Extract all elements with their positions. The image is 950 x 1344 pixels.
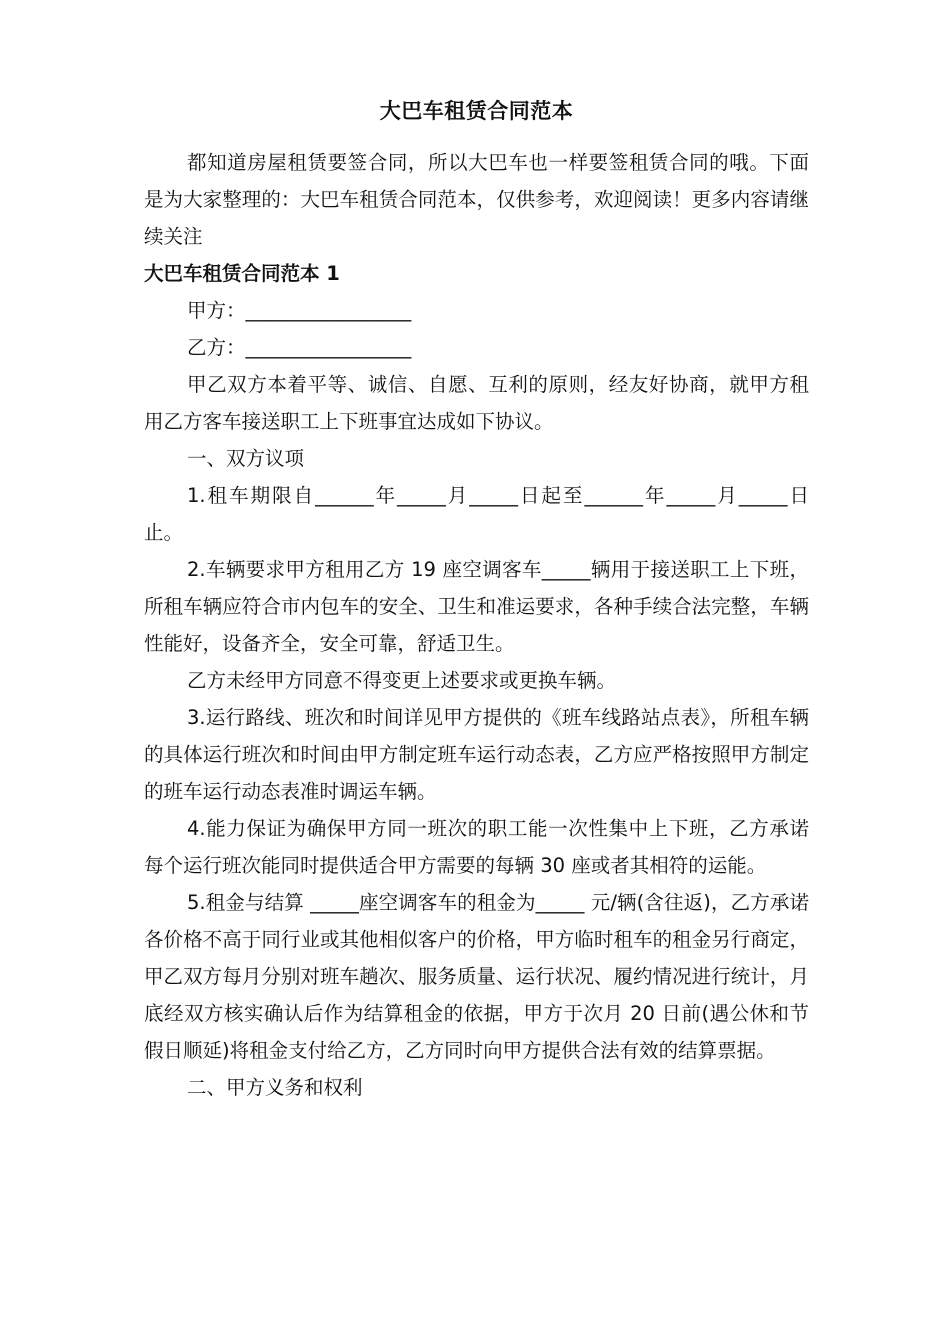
clause-item-4: 4.能力保证为确保甲方同一班次的职工能一次性集中上下班，乙方承诺每个运行班次能同时提供适合甲方需要的每辆 30 座或者其相符的运能。 [144,817,809,877]
clause-item-1: 1.租车期限自______年_____月_____日起至______年_____月_____日止。 [144,484,809,544]
clause-item-2: 2.车辆要求甲方租用乙方 19 座空调客车_____辆用于接送职工上下班，所租车辆应符合市内包车的安全、卫生和准运要求，各种手续合法完整，车辆性能好，设备齐全，安全可靠，舒适卫生。 [144,558,809,655]
clause-1-heading: 一、双方议项 [187,447,305,470]
section-title: 大巴车租赁合同范本 1 [144,262,340,285]
clause-item-3: 3.运行路线、班次和时间详见甲方提供的《班车线路站点表》，所租车辆的具体运行班次和时间由甲方制定班车运行动态表，乙方应严格按照甲方制定的班车运行动态表准时调运车辆。 [144,706,809,803]
clause-item-5: 5.租金与结算 _____座空调客车的租金为_____ 元/辆(含往返)，乙方承诺各价格不高于同行业或其他相似客户的价格，甲方临时租车的租金另行商定，甲乙双方每月分别对班车趟次、服务质量、运行状况、履约情况进行统计，月底经双方核实确认后作为结算租金的依据，甲方于次月 20 日前(遇公休和节假日顺延)将租金支付给乙方，乙方同时向甲方提供合法有效的结算票据。 [144,891,809,1062]
party-b-line: 乙方：_________________ [187,336,412,359]
party-a-line: 甲方：_________________ [187,299,412,322]
preamble-paragraph: 甲乙双方本着平等、诚信、自愿、互利的原则，经友好协商，就甲方租用乙方客车接送职工上下班事宜达成如下协议。 [144,373,809,433]
intro-paragraph: 都知道房屋租赁要签合同，所以大巴车也一样要签租赁合同的哦。下面是为大家整理的：大巴车租赁合同范本，仅供参考，欢迎阅读！更多内容请继续关注 [144,151,809,248]
clause-2-heading: 二、甲方义务和权利 [187,1076,363,1099]
document-title: 大巴车租赁合同范本 [379,99,574,123]
document-page [144,92,809,1106]
clause-item-2-note: 乙方未经甲方同意不得变更上述要求或更换车辆。 [187,669,617,692]
